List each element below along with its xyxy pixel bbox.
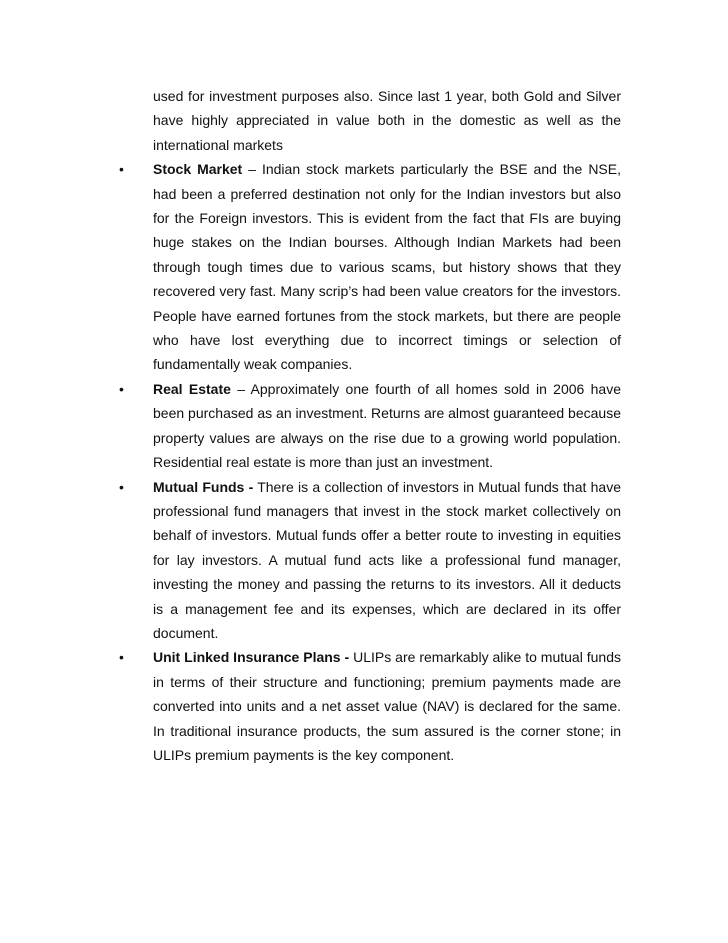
bullet-text: ULIPs are remarkably alike to mutual funds in terms of their structure and functioning; premium payments made are converted into units and a net asset value (NAV) is declared for the same. In traditional insurance products, the sum assured is the corner stone; in ULIPs premium payments is the key component. [153,649,622,763]
bullet-term: Stock Market [153,161,243,178]
bullet-marker: • [119,649,124,666]
bullet-separator: – [242,161,262,178]
bullet-text: Approximately one fourth of all homes sold in 2006 have been purchased as an investment. Returns are almost guaranteed because property values are always on the rise due to a growing world population. Residential real estate is more than just an investment. [153,380,621,471]
bullet-term: Mutual Funds - [153,478,254,495]
bullet-marker: • [119,478,124,495]
bullet-text: There is a collection of investors in Mutual funds that have professional fund managers that invest in the stock market collectively on behalf of investors. Mutual funds offer a better route to investing in equities for lay investors. A mutual fund acts like a professional fund manager, investing the money and passing the returns to its investors. All it deducts is a management fee and its expenses, which are declared in its offer document. [153,478,621,641]
bullet-separator: – [230,380,251,397]
page-content [118,84,621,767]
bullet-item-ulips [118,645,621,767]
bullet-term: Unit Linked Insurance Plans - [153,649,350,666]
bullet-marker: • [119,380,124,397]
bullet-item-stock-market [118,157,621,377]
bullet-item-real-estate [118,377,621,475]
continuation-paragraph: used for investment purposes also. Since last 1 year, both Gold and Silver have highly appreciated in value both in the domestic as well as the international markets [153,88,621,153]
bullet-marker: • [119,161,124,178]
bullet-term: Real Estate [153,380,231,397]
bullet-item-mutual-funds [118,475,621,646]
bullet-text: Indian stock markets particularly the BSE and the NSE, had been a preferred destination not only for the Indian investors but also for the Foreign investors. This is evident from the fact that FIs are buying huge stakes on the Indian bourses. Although Indian Markets had been through tough times due to various scams, but history shows that they recovered very fast. Many scrip’s had been value creators for the investors. People have earned fortunes from the stock markets, but there are people who have lost everything due to incorrect timings or selection of fundamentally weak companies. [153,161,621,373]
